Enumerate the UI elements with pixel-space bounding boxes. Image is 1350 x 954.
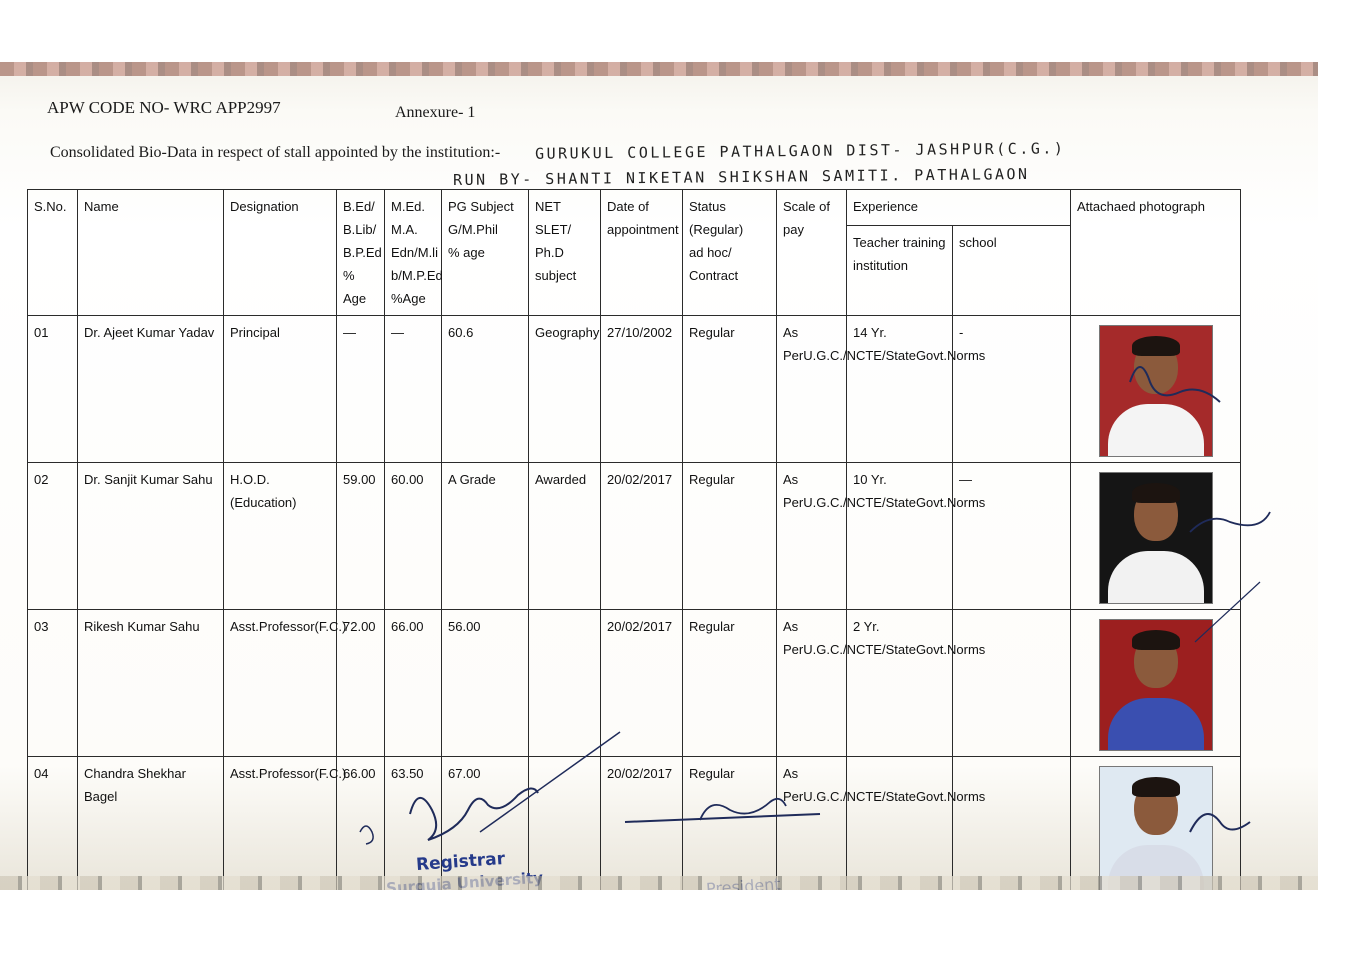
cell-school bbox=[953, 610, 1071, 757]
cell-doa: 20/02/2017 bbox=[601, 463, 683, 610]
cell-sno: 03 bbox=[28, 610, 78, 757]
bio-data-table bbox=[27, 189, 1241, 890]
cell-name: Rikesh Kumar Sahu bbox=[78, 610, 224, 757]
document-page bbox=[0, 62, 1318, 890]
col-experience: Experience bbox=[847, 190, 1071, 226]
cell-photo bbox=[1071, 463, 1241, 610]
torn-edge-top bbox=[0, 62, 1318, 76]
cell-designation: Principal bbox=[224, 316, 337, 463]
cell-pg: 60.6 bbox=[442, 316, 529, 463]
registrar-stamp-title: Registrar bbox=[415, 848, 506, 876]
cell-net bbox=[529, 610, 601, 757]
cell-teacher-training bbox=[847, 757, 953, 891]
col-sno: S.No. bbox=[28, 190, 78, 316]
cell-bed: 66.00 bbox=[337, 757, 385, 891]
run-by-handwritten: RUN BY- SHANTI NIKETAN SHIKSHAN SAMITI. PATHALGAON bbox=[452, 164, 1030, 190]
cell-status: Regular bbox=[683, 757, 777, 891]
table-row bbox=[28, 610, 1241, 757]
institution-name-handwritten: GURUKUL COLLEGE PATHALGAON DIST- JASHPUR(C.G.) bbox=[534, 139, 1066, 163]
cell-sno: 01 bbox=[28, 316, 78, 463]
cell-net: Geography bbox=[529, 316, 601, 463]
cell-designation: Asst.Professor(F.C.) bbox=[224, 757, 337, 891]
cell-pg: A Grade bbox=[442, 463, 529, 610]
cell-med: 63.50 bbox=[385, 757, 442, 891]
cell-scale: As PerU.G.C./NCTE/StateGovt.Norms bbox=[777, 463, 847, 610]
cell-teacher-training: 14 Yr. bbox=[847, 316, 953, 463]
torn-edge-bottom bbox=[0, 876, 1318, 890]
col-pg: PG Subject G/M.Phil % age bbox=[442, 190, 529, 316]
cell-scale: As PerU.G.C./NCTE/StateGovt.Norms bbox=[777, 316, 847, 463]
cell-name: Dr. Sanjit Kumar Sahu bbox=[78, 463, 224, 610]
cell-teacher-training: 10 Yr. bbox=[847, 463, 953, 610]
cell-status: Regular bbox=[683, 610, 777, 757]
cell-med: 66.00 bbox=[385, 610, 442, 757]
consolidated-title: Consolidated Bio-Data in respect of stall appointed by the institution:- bbox=[50, 144, 501, 161]
cell-med: — bbox=[385, 316, 442, 463]
staff-photo bbox=[1099, 766, 1213, 890]
cell-scale: As PerU.G.C./NCTE/StateGovt.Norms bbox=[777, 610, 847, 757]
cell-pg: 56.00 bbox=[442, 610, 529, 757]
cell-status: Regular bbox=[683, 316, 777, 463]
cell-status: Regular bbox=[683, 463, 777, 610]
apw-code: APW CODE NO- WRC APP2997 bbox=[47, 98, 281, 117]
annexure-label: Annexure- 1 bbox=[395, 104, 476, 121]
cell-designation: H.O.D. (Education) bbox=[224, 463, 337, 610]
col-med: M.Ed. M.A. Edn/M.li b/M.P.Ed %Age bbox=[385, 190, 442, 316]
cell-scale: As PerU.G.C./NCTE/StateGovt.Norms bbox=[777, 757, 847, 891]
cell-school: - bbox=[953, 316, 1071, 463]
cell-sno: 04 bbox=[28, 757, 78, 891]
cell-teacher-training: 2 Yr. bbox=[847, 610, 953, 757]
cell-school bbox=[953, 757, 1071, 891]
table-row bbox=[28, 757, 1241, 891]
cell-photo bbox=[1071, 610, 1241, 757]
col-school: school bbox=[953, 225, 1071, 315]
cell-sno: 02 bbox=[28, 463, 78, 610]
staff-photo bbox=[1099, 472, 1213, 604]
col-bed: B.Ed/ B.Lib/ B.P.Ed % Age bbox=[337, 190, 385, 316]
cell-doa: 20/02/2017 bbox=[601, 757, 683, 891]
cell-school: — bbox=[953, 463, 1071, 610]
cell-bed: 72.00 bbox=[337, 610, 385, 757]
cell-net: Awarded bbox=[529, 463, 601, 610]
cell-photo bbox=[1071, 757, 1241, 891]
staff-photo bbox=[1099, 619, 1213, 751]
cell-bed: 59.00 bbox=[337, 463, 385, 610]
col-name: Name bbox=[78, 190, 224, 316]
table-row bbox=[28, 316, 1241, 463]
cell-bed: — bbox=[337, 316, 385, 463]
staff-photo bbox=[1099, 325, 1213, 457]
cell-doa: 20/02/2017 bbox=[601, 610, 683, 757]
col-photo: Attachaed photograph bbox=[1071, 190, 1241, 316]
col-designation: Designation bbox=[224, 190, 337, 316]
col-status: Status (Regular) ad hoc/ Contract bbox=[683, 190, 777, 316]
cell-med: 60.00 bbox=[385, 463, 442, 610]
cell-pg: 67.00 bbox=[442, 757, 529, 891]
col-scale: Scale of pay bbox=[777, 190, 847, 316]
table-row bbox=[28, 463, 1241, 610]
col-teacher-training: Teacher training institution bbox=[847, 225, 953, 315]
cell-designation: Asst.Professor(F.C.) bbox=[224, 610, 337, 757]
col-net: NET SLET/ Ph.D subject bbox=[529, 190, 601, 316]
cell-photo bbox=[1071, 316, 1241, 463]
col-doa: Date of appointment bbox=[601, 190, 683, 316]
cell-doa: 27/10/2002 bbox=[601, 316, 683, 463]
cell-name: Dr. Ajeet Kumar Yadav bbox=[78, 316, 224, 463]
cell-name: Chandra Shekhar Bagel bbox=[78, 757, 224, 891]
